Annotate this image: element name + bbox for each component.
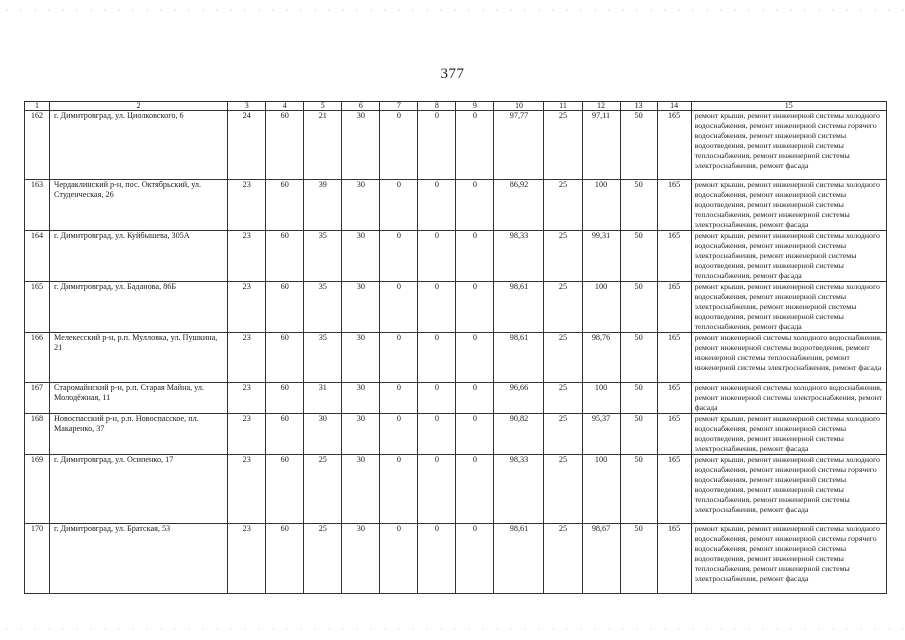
table-cell: 30 (342, 180, 380, 231)
table-cell: 24 (228, 111, 266, 180)
header-cell: 14 (657, 102, 691, 111)
table-cell: 0 (380, 231, 418, 282)
table-cell: 100 (582, 383, 620, 414)
header-cell: 15 (691, 102, 886, 111)
table-cell: 0 (456, 282, 494, 333)
works-cell: ремонт крыши, ремонт инженерной системы холодного водоснабжения, ремонт инженерной системы водоотведения, ремонт инженерной системы теплоснабжения, ремонт инженерной системы электроснабжения, ремонт фасада (691, 180, 886, 231)
table-cell: 25 (304, 524, 342, 594)
address-cell: Мелекесский р-н, р.п. Мулловка, ул. Пушкина, 21 (50, 333, 228, 383)
table-cell: 25 (544, 383, 582, 414)
data-table (24, 101, 887, 594)
table-cell: 35 (304, 333, 342, 383)
header-cell: 13 (620, 102, 657, 111)
table-cell: 0 (418, 383, 456, 414)
table-cell: 165 (657, 524, 691, 594)
table-row (25, 180, 887, 231)
table-cell: 165 (657, 180, 691, 231)
table-row (25, 231, 887, 282)
works-cell: ремонт крыши, ремонт инженерной системы холодного водоснабжения, ремонт инженерной системы горячего водоснабжения, ремонт инженерной системы водоотведения, ремонт инженерной системы теплоснабжения, ремонт инженерной системы электроснабжения, ремонт фасада (691, 524, 886, 594)
table-cell: 23 (228, 455, 266, 524)
address-cell: Чердаклинский р-н, пос. Октябрьский, ул. Студенческая, 26 (50, 180, 228, 231)
table-cell: 23 (228, 180, 266, 231)
table-cell: 0 (456, 231, 494, 282)
table-row (25, 524, 887, 594)
table-cell: 0 (456, 180, 494, 231)
table-cell: 50 (620, 524, 657, 594)
table-cell: 165 (25, 282, 50, 333)
table-cell: 0 (418, 111, 456, 180)
address-cell: г. Димитровград, ул. Циолковского, 6 (50, 111, 228, 180)
table-cell: 25 (544, 231, 582, 282)
table-cell: 97,11 (582, 111, 620, 180)
header-cell: 7 (380, 102, 418, 111)
table-cell: 100 (582, 180, 620, 231)
table-cell: 60 (266, 414, 304, 455)
table-cell: 0 (418, 180, 456, 231)
table-cell: 50 (620, 282, 657, 333)
address-cell: г. Димитровград, ул. Баданова, 86Б (50, 282, 228, 333)
table-cell: 50 (620, 231, 657, 282)
table-cell: 0 (456, 111, 494, 180)
table-cell: 25 (544, 524, 582, 594)
table-cell: 0 (380, 111, 418, 180)
table-cell: 98,76 (582, 333, 620, 383)
table-cell: 35 (304, 282, 342, 333)
table-cell: 0 (380, 524, 418, 594)
table-cell: 165 (657, 383, 691, 414)
table-cell: 0 (418, 282, 456, 333)
table-cell: 23 (228, 333, 266, 383)
table-cell: 50 (620, 180, 657, 231)
table-cell: 30 (342, 282, 380, 333)
table-cell: 165 (657, 111, 691, 180)
table-cell: 100 (582, 455, 620, 524)
table-cell: 167 (25, 383, 50, 414)
table-cell: 168 (25, 414, 50, 455)
table-cell: 0 (418, 455, 456, 524)
header-cell: 9 (456, 102, 494, 111)
header-cell: 11 (544, 102, 582, 111)
table-cell: 25 (544, 180, 582, 231)
table-cell: 0 (456, 383, 494, 414)
table-cell: 0 (380, 455, 418, 524)
address-cell: г. Димитровград, ул. Куйбышева, 305А (50, 231, 228, 282)
table-cell: 25 (544, 333, 582, 383)
table-cell: 0 (380, 414, 418, 455)
table-cell: 60 (266, 333, 304, 383)
table-cell: 165 (657, 455, 691, 524)
table-row (25, 111, 887, 180)
table-cell: 23 (228, 282, 266, 333)
table-cell: 163 (25, 180, 50, 231)
page-number: 377 (440, 66, 465, 82)
table-cell: 50 (620, 383, 657, 414)
table-cell: 165 (657, 333, 691, 383)
table-row (25, 282, 887, 333)
table-cell: 30 (342, 455, 380, 524)
address-cell: Старомайнский р-н, р.п. Старая Майна, ул. Молодёжная, 11 (50, 383, 228, 414)
header-cell: 5 (304, 102, 342, 111)
table-cell: 0 (418, 333, 456, 383)
address-cell: Новоспасский р-н, р.п. Новоспасское, пл. Макаренко, 37 (50, 414, 228, 455)
table-cell: 39 (304, 180, 342, 231)
table-cell: 60 (266, 455, 304, 524)
table-cell: 0 (418, 231, 456, 282)
table-cell: 30 (342, 231, 380, 282)
table-cell: 23 (228, 414, 266, 455)
table-cell: 165 (657, 231, 691, 282)
table-row (25, 455, 887, 524)
table-cell: 169 (25, 455, 50, 524)
table-cell: 60 (266, 282, 304, 333)
table-cell: 30 (342, 333, 380, 383)
address-cell: г. Димитровград, ул. Братская, 53 (50, 524, 228, 594)
works-cell: ремонт инженерной системы холодного водоснабжения, ремонт инженерной системы водоотведения, ремонт инженерной системы теплоснабжения, ремонт инженерной системы электроснабжения, ремонт фасада (691, 333, 886, 383)
header-cell: 8 (418, 102, 456, 111)
header-cell: 4 (266, 102, 304, 111)
table-cell: 50 (620, 455, 657, 524)
table-cell: 0 (380, 333, 418, 383)
works-cell: ремонт крыши, ремонт инженерной системы холодного водоснабжения, ремонт инженерной системы горячего водоснабжения, ремонт инженерной системы водоотведения, ремонт инженерной системы теплоснабжения, ремонт инженерной системы электроснабжения, ремонт фасада (691, 111, 886, 180)
header-cell: 12 (582, 102, 620, 111)
header-cell: 3 (228, 102, 266, 111)
table-cell: 25 (304, 455, 342, 524)
table-cell: 60 (266, 383, 304, 414)
table-cell: 25 (544, 282, 582, 333)
table-cell: 0 (380, 180, 418, 231)
table-cell: 60 (266, 524, 304, 594)
table-cell: 60 (266, 111, 304, 180)
table-cell: 0 (418, 524, 456, 594)
header-cell: 1 (25, 102, 50, 111)
table-row (25, 333, 887, 383)
table-cell: 98,33 (494, 455, 544, 524)
table-cell: 0 (456, 455, 494, 524)
table-cell: 50 (620, 333, 657, 383)
table-cell: 96,66 (494, 383, 544, 414)
table-cell: 0 (380, 282, 418, 333)
table-cell: 25 (544, 111, 582, 180)
table-cell: 165 (657, 282, 691, 333)
header-row (25, 102, 887, 111)
table-cell: 100 (582, 282, 620, 333)
table-cell: 0 (456, 414, 494, 455)
table-cell: 31 (304, 383, 342, 414)
scan-artifact-bottom (0, 628, 905, 630)
table-row (25, 383, 887, 414)
table-cell: 0 (456, 333, 494, 383)
table-cell: 35 (304, 231, 342, 282)
table-row (25, 414, 887, 455)
table-cell: 30 (342, 111, 380, 180)
works-cell: ремонт крыши, ремонт инженерной системы холодного водоснабжения, ремонт инженерной системы электроснабжения, ремонт инженерной системы водоотведения, ремонт инженерной системы теплоснабжения, ремонт фасада (691, 282, 886, 333)
table-cell: 60 (266, 231, 304, 282)
table-cell: 23 (228, 383, 266, 414)
works-cell: ремонт крыши, ремонт инженерной системы холодного водоснабжения, ремонт инженерной системы водоотведения, ремонт инженерной системы электроснабжения, ремонт фасада (691, 414, 886, 455)
table-cell: 164 (25, 231, 50, 282)
table-cell: 90,82 (494, 414, 544, 455)
header-cell: 2 (50, 102, 228, 111)
table-cell: 0 (418, 414, 456, 455)
table-cell: 0 (380, 383, 418, 414)
works-cell: ремонт крыши, ремонт инженерной системы холодного водоснабжения, ремонт инженерной системы электроснабжения, ремонт инженерной системы водоотведения, ремонт инженерной системы теплоснабжения, ремонт фасада (691, 231, 886, 282)
table-cell: 25 (544, 455, 582, 524)
table-cell: 23 (228, 231, 266, 282)
table-cell: 99,31 (582, 231, 620, 282)
table-cell: 95,37 (582, 414, 620, 455)
table-cell: 166 (25, 333, 50, 383)
table-cell: 162 (25, 111, 50, 180)
table-cell: 170 (25, 524, 50, 594)
table-cell: 60 (266, 180, 304, 231)
header-cell: 6 (342, 102, 380, 111)
table-cell: 97,77 (494, 111, 544, 180)
table-cell: 98,67 (582, 524, 620, 594)
table-cell: 86,92 (494, 180, 544, 231)
table-cell: 98,61 (494, 524, 544, 594)
table-cell: 30 (342, 383, 380, 414)
works-cell: ремонт крыши, ремонт инженерной системы холодного водоснабжения, ремонт инженерной системы горячего водоснабжения, ремонт инженерной системы водоотведения, ремонт инженерной системы теплоснабжения, ремонт инженерной системы электроснабжения, ремонт фасада (691, 455, 886, 524)
works-cell: ремонт инженерной системы холодного водоснабжения, ремонт инженерной системы электроснабжения, ремонт фасада (691, 383, 886, 414)
table-cell: 98,61 (494, 282, 544, 333)
table-cell: 50 (620, 111, 657, 180)
table-cell: 165 (657, 414, 691, 455)
table-cell: 21 (304, 111, 342, 180)
table-cell: 98,61 (494, 333, 544, 383)
table-cell: 50 (620, 414, 657, 455)
table-cell: 30 (304, 414, 342, 455)
table-cell: 25 (544, 414, 582, 455)
table-cell: 30 (342, 524, 380, 594)
header-cell: 10 (494, 102, 544, 111)
table-cell: 30 (342, 414, 380, 455)
table-cell: 0 (456, 524, 494, 594)
table-cell: 98,33 (494, 231, 544, 282)
table-cell: 23 (228, 524, 266, 594)
scan-artifact-top (0, 9, 905, 11)
address-cell: г. Димитровград, ул. Осипенко, 17 (50, 455, 228, 524)
